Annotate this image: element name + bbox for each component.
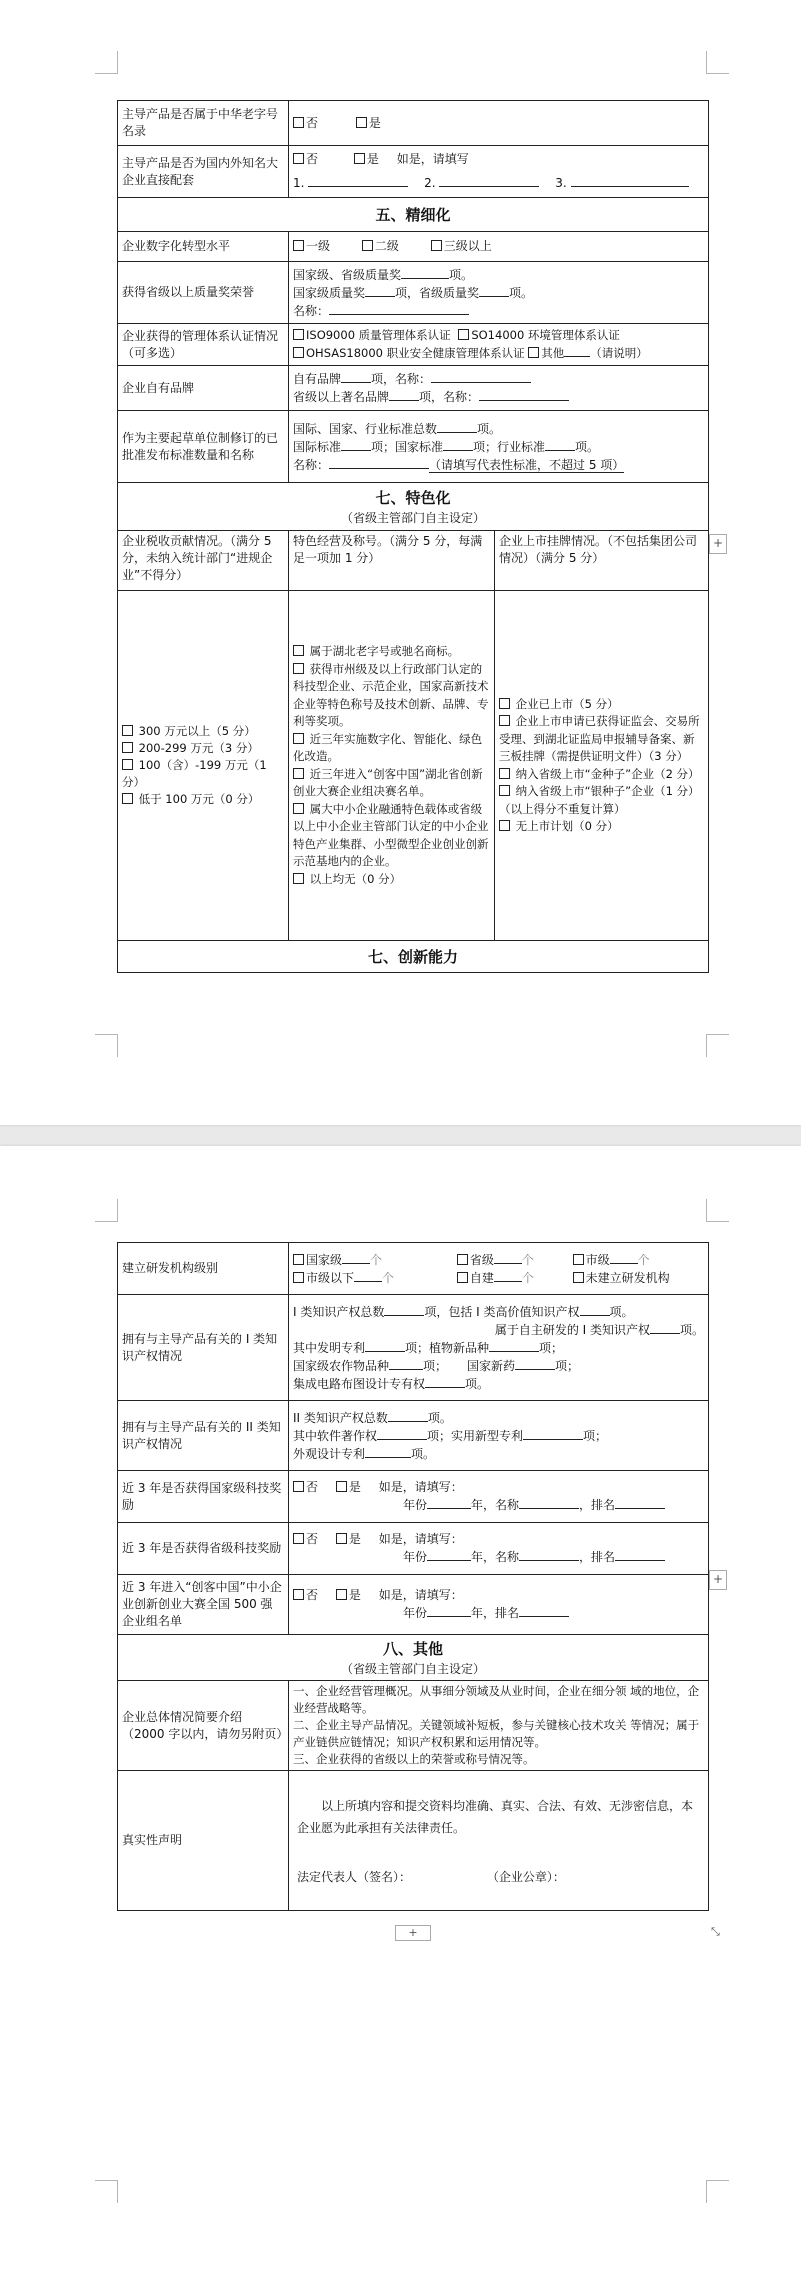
- award-province-label: 近 3 年是否获得省级科技奖励: [118, 1523, 289, 1575]
- fill-blank[interactable]: [519, 1548, 579, 1561]
- peitao-if-text: 如是，请填写: [396, 152, 469, 166]
- checkbox-icon[interactable]: [293, 1533, 304, 1544]
- listing-options: [495, 591, 709, 941]
- fill-blank[interactable]: [389, 1357, 423, 1370]
- checkbox-icon[interactable]: [293, 873, 304, 884]
- digital-level2-option[interactable]: 二级: [362, 239, 399, 253]
- intro-item-3: 三、企业获得的省级以上的荣誉或称号情况等。: [293, 1752, 535, 1766]
- margin-corner-mark: [706, 1034, 729, 1057]
- fill-blank[interactable]: [389, 388, 419, 401]
- tax-option-2[interactable]: 200-299 万元（3 分）: [122, 740, 284, 757]
- checkbox-icon[interactable]: [499, 768, 510, 779]
- fill-blank[interactable]: [342, 1251, 370, 1264]
- fill-blank[interactable]: [384, 1303, 424, 1316]
- row-standard: 作为主要起草单位制修订的已批准发布标准数量和名称 国际、国家、行业标准总数 项。 国际标准 项；国家标准 项；行业标准 项。 名称： （请填写代表性标准，不超过 5 项）: [118, 411, 709, 483]
- feature-option-1[interactable]: 属于湖北老字号或驰名商标。: [293, 643, 490, 661]
- checkbox-icon[interactable]: [336, 1533, 347, 1544]
- margin-corner-mark: [706, 51, 729, 74]
- fill-blank[interactable]: [494, 1269, 522, 1282]
- fill-blank[interactable]: [425, 1375, 465, 1388]
- checkbox-icon[interactable]: [122, 725, 133, 736]
- fill-blank[interactable]: [571, 174, 689, 187]
- digital-level3-option[interactable]: 三级以上: [431, 239, 492, 253]
- rd-province-option[interactable]: 省级 个: [457, 1251, 569, 1269]
- award-province-no-option[interactable]: 否: [293, 1532, 318, 1546]
- fill-blank[interactable]: [308, 174, 408, 187]
- fill-blank[interactable]: [494, 1251, 522, 1264]
- margin-corner-mark: [95, 51, 118, 74]
- checkbox-icon[interactable]: [293, 153, 304, 164]
- section-subtitle: （省级主管部门自主设定）: [340, 1661, 485, 1676]
- mgmt-other-option[interactable]: 其他: [528, 346, 564, 360]
- fill-blank[interactable]: [388, 1409, 428, 1422]
- fill-blank[interactable]: [515, 1357, 555, 1370]
- ip2-label: 拥有与主导产品有关的 II 类知识产权情况: [118, 1401, 289, 1471]
- add-row-button[interactable]: +: [709, 534, 727, 554]
- margin-corner-mark: [95, 2180, 118, 2203]
- mgmt-label: 企业获得的管理体系认证情况（可多选）: [118, 324, 289, 366]
- award-national-yes-option[interactable]: 是: [336, 1480, 361, 1494]
- fill-blank[interactable]: [431, 370, 531, 383]
- fill-blank[interactable]: [365, 284, 395, 297]
- checkbox-icon[interactable]: [457, 1272, 468, 1283]
- checkbox-icon[interactable]: [528, 347, 539, 358]
- fill-blank[interactable]: [519, 1604, 569, 1617]
- checkbox-icon[interactable]: [293, 240, 304, 251]
- peitao-yes-option[interactable]: 是: [354, 152, 379, 166]
- row-tese-headers: [118, 531, 709, 591]
- checkbox-icon[interactable]: [293, 1589, 304, 1600]
- fill-blank[interactable]: [354, 1269, 382, 1282]
- fill-blank[interactable]: [523, 1427, 583, 1440]
- fill-blank[interactable]: [365, 1339, 405, 1352]
- checkbox-icon[interactable]: [293, 768, 304, 779]
- item-number: 3.: [555, 176, 567, 190]
- fill-blank[interactable]: [615, 1548, 665, 1561]
- checkbox-icon[interactable]: [573, 1272, 584, 1283]
- checkbox-icon[interactable]: [293, 663, 304, 674]
- fill-blank[interactable]: [437, 420, 477, 433]
- intro-text-field[interactable]: [289, 1681, 709, 1771]
- checkbox-icon[interactable]: [293, 117, 304, 128]
- quality-label: 获得省级以上质量奖荣誉: [118, 262, 289, 324]
- tax-option-4[interactable]: 低于 100 万元（0 分）: [122, 791, 284, 808]
- section-title-tesehua: 七、特色化 （省级主管部门自主设定）: [118, 483, 709, 531]
- tax-header: 企业税收贡献情况。（满分 5 分，未纳入统计部门“进规企业”不得分）: [118, 531, 289, 591]
- feature-option-2[interactable]: 获得市州级及以上行政部门认定的科技型企业、示范企业，国家高新技术企业等特色称号及技术创新、品牌、专利等奖项。: [293, 661, 489, 728]
- fill-blank[interactable]: [427, 1496, 471, 1509]
- digital-label: 企业数字化转型水平: [118, 232, 289, 262]
- peitao-no-option[interactable]: 否: [293, 152, 318, 166]
- row-declaration: [118, 1771, 709, 1911]
- row-award-national: 近 3 年是否获得国家级科技奖励 否 是 如是，请填写： 年份 年，名称 ，排名: [118, 1471, 709, 1523]
- feature-option-4[interactable]: 近三年进入“创客中国”湖北省创新创业大赛企业组决赛名单。: [293, 766, 483, 798]
- checkbox-icon[interactable]: [122, 742, 133, 753]
- tax-options: [118, 591, 289, 941]
- fill-blank[interactable]: [401, 266, 449, 279]
- row-digital: [118, 232, 709, 262]
- laozihao-yes-option[interactable]: 是: [356, 116, 381, 130]
- checkbox-icon[interactable]: [293, 645, 304, 656]
- mgmt-ohsas-option[interactable]: OHSAS18000 职业安全健康管理体系认证: [293, 346, 525, 360]
- chuangke-yes-option[interactable]: 是: [336, 1588, 361, 1602]
- chuangke-no-option[interactable]: 否: [293, 1588, 318, 1602]
- margin-corner-mark: [95, 1034, 118, 1057]
- fill-blank[interactable]: [615, 1496, 665, 1509]
- feature-option-3[interactable]: 近三年实施数字化、智能化、绿色化改造。: [293, 731, 483, 763]
- checkbox-icon[interactable]: [356, 117, 367, 128]
- row-mgmt: 企业获得的管理体系认证情况（可多选） ISO9000 质量管理体系认证 SO14000 环境管理体系认证 OHSAS18000 职业安全健康管理体系认证 其他 （请说明）: [118, 324, 709, 366]
- fill-blank[interactable]: [427, 1604, 471, 1617]
- feature-option-5[interactable]: 属大中小企业融通特色载体或省级以上中小企业主管部门认定的中小企业特色产业集群、小型微型企业创业创新示范基地内的企业。: [293, 801, 489, 868]
- intro-label: 企业总体情况简要介绍（2000 字以内，请勿另附页）: [118, 1681, 289, 1771]
- feature-option-6[interactable]: 以上均无（0 分）: [293, 871, 490, 889]
- fill-blank[interactable]: [341, 370, 371, 383]
- checkbox-icon[interactable]: [293, 1254, 304, 1265]
- checkbox-icon[interactable]: [336, 1481, 347, 1492]
- rd-national-option[interactable]: 国家级 个: [293, 1251, 453, 1269]
- award-national-label: 近 3 年是否获得国家级科技奖励: [118, 1471, 289, 1523]
- award-national-no-option[interactable]: 否: [293, 1480, 318, 1494]
- table-resize-icon[interactable]: ⤡: [711, 1925, 720, 1938]
- fill-blank[interactable]: [427, 1548, 471, 1561]
- fill-blank[interactable]: [377, 1427, 427, 1440]
- checkbox-icon[interactable]: [293, 347, 304, 358]
- company-seal-label: （企业公章）：: [486, 1870, 565, 1884]
- section-title-other: 八、其他 （省级主管部门自主设定）: [118, 1635, 709, 1681]
- row-chuangke: 近 3 年进入“创客中国”中小企业创新创业大赛全国 500 强企业组名单 否 是 如是，请填写： 年份 年，排名: [118, 1575, 709, 1635]
- rd-none-option[interactable]: 未建立研发机构: [573, 1271, 670, 1285]
- tax-option-1[interactable]: 300 万元以上（5 分）: [122, 723, 284, 740]
- row-brand: 企业自有品牌 自有品牌 项，名称： 省级以上著名品牌 项，名称：: [118, 366, 709, 411]
- fill-blank[interactable]: [564, 344, 590, 357]
- feature-options: [289, 591, 495, 941]
- add-row-button[interactable]: +: [709, 1570, 727, 1590]
- fill-blank[interactable]: [443, 438, 473, 451]
- form-table-page-2: [117, 1242, 709, 1911]
- fill-blank[interactable]: [519, 1496, 579, 1509]
- legal-rep-signature-label: 法定代表人（签名）：: [297, 1870, 412, 1884]
- fill-blank[interactable]: [610, 1251, 638, 1264]
- row-peitao: [118, 146, 709, 198]
- row-award-province: 近 3 年是否获得省级科技奖励 否 是 如是，请填写： 年份 年，名称 ，排名: [118, 1523, 709, 1575]
- listing-option-1[interactable]: 企业已上市（5 分）: [499, 696, 704, 714]
- rd-label: 建立研发机构级别: [118, 1243, 289, 1295]
- checkbox-icon[interactable]: [293, 329, 304, 340]
- item-number: 2.: [424, 176, 436, 190]
- listing-header: 企业上市挂牌情况。（不包括集团公司情况）（满分 5 分）: [495, 531, 709, 591]
- laozihao-label: 主导产品是否属于中华老字号名录: [118, 101, 289, 146]
- margin-corner-mark: [706, 1199, 729, 1222]
- rd-below-city-option[interactable]: 市级以下 个: [293, 1269, 453, 1287]
- fill-blank[interactable]: [650, 1321, 680, 1334]
- fill-blank[interactable]: [545, 438, 575, 451]
- checkbox-icon[interactable]: [499, 785, 510, 796]
- fill-blank[interactable]: [329, 456, 429, 469]
- checkbox-icon[interactable]: [499, 820, 510, 831]
- document-page-1: [0, 0, 801, 1125]
- row-ip1: 拥有与主导产品有关的 I 类知识产权情况 I 类知识产权总数 项，包括 I 类高价值知识产权 项。 属于自主研发的 I 类知识产权 项。 其中发明专利 项；植物新品种 项； 国家级农作物品种 项； 国家新药 项； 集成电路布图设计专有权 项。: [118, 1295, 709, 1401]
- fill-blank[interactable]: [489, 1339, 539, 1352]
- checkbox-icon[interactable]: [573, 1254, 584, 1265]
- fill-blank[interactable]: [365, 1445, 411, 1458]
- checkbox-icon[interactable]: [354, 153, 365, 164]
- checkbox-icon[interactable]: [122, 759, 133, 770]
- item-number: 1.: [293, 176, 305, 190]
- digital-level1-option[interactable]: 一级: [293, 239, 330, 253]
- listing-option-2[interactable]: 企业上市申请已获得证监会、交易所受理、到湖北证监局申报辅导备案、新三板挂牌（需提供证明文件）（3 分）: [499, 714, 700, 763]
- intro-item-2: 二、企业主导产品情况。关键领域补短板，参与关键核心技术攻关 等情况；属于产业链供应链情况；知识产权积累和运用情况等。: [293, 1718, 700, 1749]
- award-province-yes-option[interactable]: 是: [336, 1532, 361, 1546]
- add-row-bottom-button[interactable]: +: [395, 1925, 431, 1941]
- checkbox-icon[interactable]: [122, 793, 133, 804]
- row-rd: [118, 1243, 709, 1295]
- declaration-label: 真实性声明: [118, 1771, 289, 1911]
- checkbox-icon[interactable]: [457, 1254, 468, 1265]
- declaration-text: 以上所填内容和提交资料均准确、真实、合法、有效、无涉密信息，本企业愿为此承担有关法律责任。: [297, 1799, 694, 1835]
- rd-city-option[interactable]: 市级 个: [573, 1253, 650, 1267]
- listing-option-3[interactable]: 纳入省级上市“金种子”企业（2 分）: [499, 766, 704, 784]
- mgmt-iso14000-option[interactable]: SO14000 环境管理体系认证: [458, 328, 620, 342]
- tax-option-3[interactable]: 100（含）-199 万元（1 分）: [122, 758, 267, 789]
- intro-item-1: 一、企业经营管理概况。从事细分领域及从业时间，企业在细分领 域的地位，企业经营战略等。: [293, 1684, 700, 1715]
- row-intro: [118, 1681, 709, 1771]
- feature-header: 特色经营及称号。（满分 5 分，每满足一项加 1 分）: [289, 531, 495, 591]
- form-table-page-1: [117, 100, 709, 973]
- listing-option-5[interactable]: 无上市计划（0 分）: [499, 818, 704, 836]
- row-quality: 获得省级以上质量奖荣誉 国家级、省级质量奖 项。 国家级质量奖 项，省级质量奖 项。 名称：: [118, 262, 709, 324]
- standard-label: 作为主要起草单位制修订的已批准发布标准数量和名称: [118, 411, 289, 483]
- margin-corner-mark: [706, 2180, 729, 2203]
- mgmt-iso9000-option[interactable]: ISO9000 质量管理体系认证: [293, 328, 451, 342]
- row-laozihao: [118, 101, 709, 146]
- checkbox-icon[interactable]: [293, 733, 304, 744]
- section-title-chuangxin: 七、创新能力: [118, 941, 709, 973]
- checkbox-icon[interactable]: [362, 240, 373, 251]
- checkbox-icon[interactable]: [336, 1589, 347, 1600]
- fill-blank[interactable]: [479, 388, 569, 401]
- checkbox-icon[interactable]: [293, 803, 304, 814]
- margin-corner-mark: [95, 1199, 118, 1222]
- section-title-jingxihua: 五、精细化: [118, 198, 709, 232]
- peitao-label: 主导产品是否为国内外知名大企业直接配套: [118, 146, 289, 198]
- brand-label: 企业自有品牌: [118, 366, 289, 411]
- ip1-label: 拥有与主导产品有关的 I 类知识产权情况: [118, 1295, 289, 1401]
- fill-blank[interactable]: [479, 284, 509, 297]
- chuangke-label: 近 3 年进入“创客中国”中小企业创新创业大赛全国 500 强企业组名单: [118, 1575, 289, 1635]
- checkbox-icon[interactable]: [499, 715, 510, 726]
- fill-blank[interactable]: [341, 438, 371, 451]
- checkbox-icon[interactable]: [458, 329, 469, 340]
- checkbox-icon[interactable]: [431, 240, 442, 251]
- fill-blank[interactable]: [329, 302, 469, 315]
- row-ip2: 拥有与主导产品有关的 II 类知识产权情况 II 类知识产权总数 项。 其中软件著作权 项；实用新型专利 项； 外观设计专利 项。: [118, 1401, 709, 1471]
- checkbox-icon[interactable]: [499, 698, 510, 709]
- checkbox-icon[interactable]: [293, 1481, 304, 1492]
- rd-self-option[interactable]: 自建 个: [457, 1269, 569, 1287]
- laozihao-no-option[interactable]: 否: [293, 116, 318, 130]
- fill-blank[interactable]: [580, 1303, 610, 1316]
- fill-blank[interactable]: [439, 174, 539, 187]
- document-page-2: [0, 1146, 801, 2287]
- checkbox-icon[interactable]: [293, 1272, 304, 1283]
- row-tese-options: [118, 591, 709, 941]
- section-subtitle: （省级主管部门自主设定）: [341, 510, 486, 525]
- listing-option-4[interactable]: 纳入省级上市“银种子”企业（1 分）（以上得分不重复计算）: [499, 784, 700, 816]
